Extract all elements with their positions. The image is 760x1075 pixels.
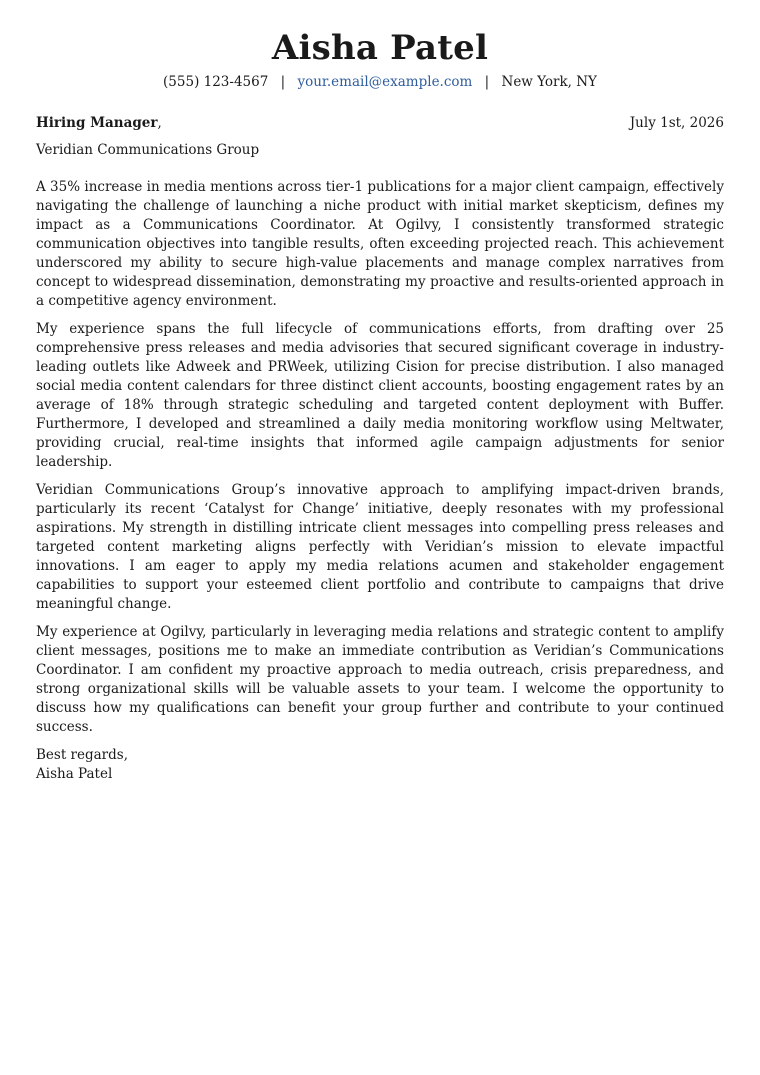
recipient-company: Veridian Communications Group [36,142,260,158]
phone-number: (555) 123-4567 [163,74,269,90]
recipient-title-suffix: , [157,115,162,131]
letter-date: July 1st, 2026 [629,115,724,131]
recipient-title: Hiring Manager [36,115,158,131]
body-paragraph: My experience spans the full lifecycle of communications efforts, from drafting over 25 comprehensive press releases and media advisories that secured significant coverage in industry-leading outlets like Adweek and PRWeek, utilizing Cision for precise distribution. I also managed social media content calendars for three distinct client accounts, boosting engagement rates by an average of 18% through strategic scheduling and targeted content deployment with Buffer. Furthermore, I developed and streamlined a daily media monitoring workflow using Meltwater, providing crucial, real-time insights that informed agile campaign adjustments for senior leadership. [36,321,724,470]
applicant-name: Aisha Patel [271,28,489,68]
recipient-line [36,114,162,133]
contact-line [36,72,724,92]
closing-salutation: Best regards, [36,747,129,763]
email-link[interactable]: your.email@example.com [297,74,473,90]
contact-separator: | [484,74,490,90]
body-paragraph: A 35% increase in media mentions across tier-1 publications for a major client campaign, effectively navigating the challenge of launching a niche product with initial market skepticism, defines my impact as a Communications Coordinator. At Ogilvy, I consistently transformed strategic communication objectives into tangible results, often exceeding projected reach. This achievement underscored my ability to secure high-value placements and manage complex narratives from concept to widespread dissemination, demonstrating my proactive and results-oriented approach in a competitive agency environment. [36,179,724,309]
location: New York, NY [501,74,597,90]
body-paragraph: Veridian Communications Group’s innovative approach to amplifying impact-driven brands, particularly its recent ‘Catalyst for Change’ initiative, deeply resonates with my professional aspirations. My strength in distilling intricate client messages into compelling press releases and targeted content marketing aligns perfectly with Veridian’s mission to elevate impactful innovations. I am eager to apply my media relations acumen and stakeholder engagement capabilities to support your esteemed client portfolio and contribute to campaigns that drive meaningful change. [36,482,724,612]
signature-name: Aisha Patel [36,766,113,782]
body-paragraph: My experience at Ogilvy, particularly in leveraging media relations and strategic content to amplify client messages, positions me to make an immediate contribution as Veridian’s Communications Coordinator. I am confident my proactive approach to media outreach, crisis preparedness, and strong organizational skills will be valuable assets to your team. I welcome the opportunity to discuss how my qualifications can benefit your group further and contribute to your continued success. [36,624,724,735]
letter-closing [36,746,724,784]
contact-separator: | [280,74,286,90]
letter-body [36,178,724,737]
address-row [36,114,724,133]
